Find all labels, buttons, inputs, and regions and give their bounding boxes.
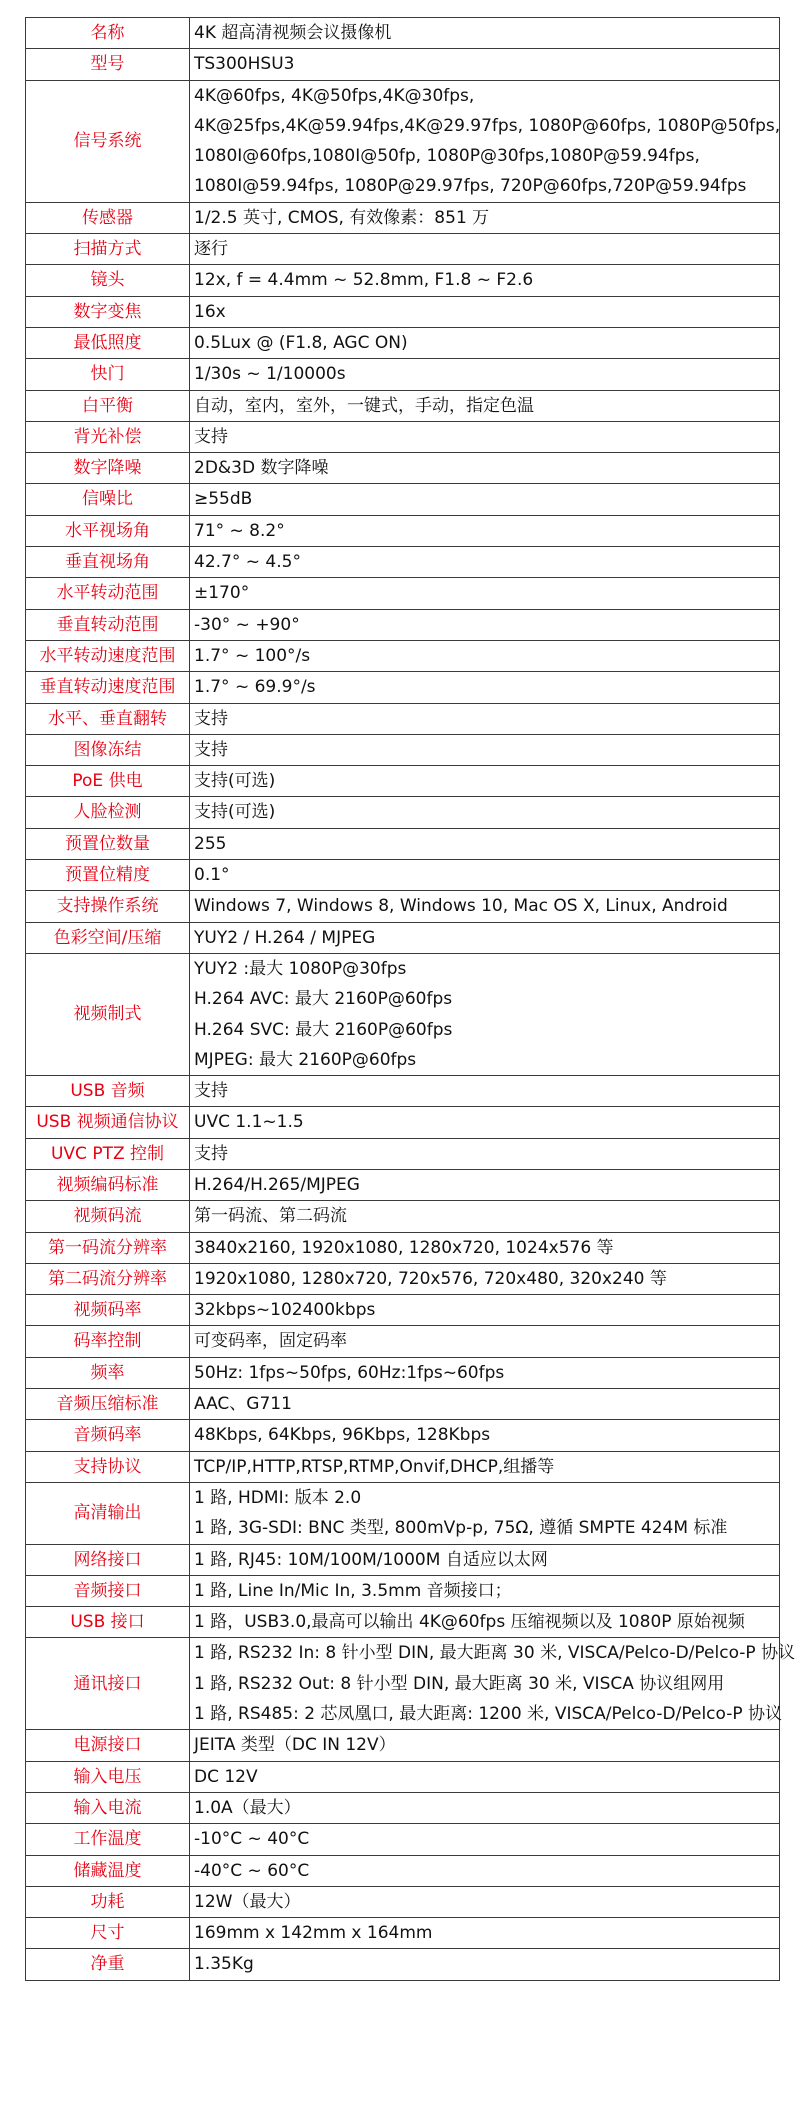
spec-value — [190, 484, 780, 515]
spec-row — [26, 515, 780, 546]
spec-key: 电源接口 — [26, 1730, 190, 1761]
spec-row — [26, 1326, 780, 1357]
spec-value-line: AAC、G711 — [194, 1394, 292, 1415]
spec-value-line: 1 路, RS232 Out: 8 针小型 DIN, 最大距离 30 米, VISCA 协议组网用 — [194, 1673, 725, 1694]
spec-value-line: 1 路, RS232 In: 8 针小型 DIN, 最大距离 30 米, VISCA/Pelco-D/Pelco-P 协议 — [194, 1643, 796, 1664]
spec-value-line: UVC 1.1~1.5 — [194, 1112, 304, 1133]
spec-value-line: 4K@60fps, 4K@50fps,4K@30fps, — [194, 85, 475, 106]
spec-value-line: 48Kbps, 64Kbps, 96Kbps, 128Kbps — [194, 1425, 491, 1446]
spec-row — [26, 1232, 780, 1263]
spec-key: 水平视场角 — [26, 515, 190, 546]
spec-value — [190, 453, 780, 484]
spec-value-line: 支持 — [194, 1143, 228, 1164]
spec-value — [190, 1357, 780, 1388]
spec-value — [190, 1482, 780, 1544]
spec-key: 通讯接口 — [26, 1638, 190, 1730]
spec-value — [190, 18, 780, 49]
spec-key: 第二码流分辨率 — [26, 1263, 190, 1294]
spec-value-line: 1 路, RS485: 2 芯凤凰口, 最大距离: 1200 米, VISCA/Pelco-D/Pelco-P 协议 — [194, 1704, 783, 1725]
spec-value-line: 支持(可选) — [194, 771, 276, 792]
spec-value — [190, 703, 780, 734]
spec-value-line: 支持 — [194, 739, 228, 760]
spec-value-line: 4K 超高清视频会议摄像机 — [194, 23, 392, 43]
spec-value-line: 3840x2160, 1920x1080, 1280x720, 1024x576 等 — [194, 1237, 614, 1258]
spec-value-line: 1.0A（最大） — [194, 1797, 301, 1818]
spec-value-line: TCP/IP,HTTP,RTSP,RTMP,Onvif,DHCP,组播等 — [194, 1456, 555, 1477]
spec-value-line: 12W（最大） — [194, 1891, 301, 1912]
spec-value-line: 169mm x 142mm x 164mm — [194, 1923, 433, 1944]
spec-value — [190, 421, 780, 452]
spec-value — [190, 80, 780, 202]
spec-key: 高清输出 — [26, 1482, 190, 1544]
spec-value — [190, 1855, 780, 1886]
spec-value — [190, 1263, 780, 1294]
spec-row — [26, 1761, 780, 1792]
spec-value-line: H.264 AVC: 最大 2160P@60fps — [194, 989, 453, 1010]
spec-key: 垂直转动范围 — [26, 609, 190, 640]
spec-row — [26, 1451, 780, 1482]
spec-row — [26, 1138, 780, 1169]
spec-key: 尺寸 — [26, 1918, 190, 1949]
spec-row — [26, 1389, 780, 1420]
spec-key: 频率 — [26, 1357, 190, 1388]
spec-value-line: 1 路, Line In/Mic In, 3.5mm 音频接口； — [194, 1580, 512, 1601]
spec-row — [26, 1730, 780, 1761]
spec-value — [190, 327, 780, 358]
spec-key: 名称 — [26, 18, 190, 49]
spec-value-line: 支持(可选) — [194, 802, 276, 823]
spec-value-line: YUY2 :最大 1080P@30fps — [194, 958, 407, 979]
spec-value-line: Windows 7, Windows 8, Windows 10, Mac OS X, Linux, Android — [194, 896, 728, 917]
spec-key: 视频码率 — [26, 1295, 190, 1326]
spec-key: 支持协议 — [26, 1451, 190, 1482]
spec-key: 工作温度 — [26, 1824, 190, 1855]
spec-row — [26, 1855, 780, 1886]
spec-value — [190, 1607, 780, 1638]
spec-key: 功耗 — [26, 1886, 190, 1917]
spec-row — [26, 1107, 780, 1138]
spec-value-line: 42.7° ~ 4.5° — [194, 552, 301, 573]
spec-key: 第一码流分辨率 — [26, 1232, 190, 1263]
spec-row — [26, 1918, 780, 1949]
spec-row — [26, 1169, 780, 1200]
spec-row — [26, 734, 780, 765]
spec-value-line: -30° ~ +90° — [194, 614, 300, 635]
spec-key: 码率控制 — [26, 1326, 190, 1357]
spec-value — [190, 1824, 780, 1855]
spec-key: 数字变焦 — [26, 296, 190, 327]
spec-value — [190, 1295, 780, 1326]
spec-row — [26, 891, 780, 922]
spec-value — [190, 1138, 780, 1169]
spec-row — [26, 1357, 780, 1388]
spec-value-line: 255 — [194, 833, 227, 854]
spec-value — [190, 1169, 780, 1200]
spec-row — [26, 265, 780, 296]
spec-value-line: 1 路，USB3.0,最高可以输出 4K@60fps 压缩视频以及 1080P 原始视频 — [194, 1612, 745, 1633]
spec-value-line: -40°C ~ 60°C — [194, 1860, 310, 1881]
spec-key: 网络接口 — [26, 1544, 190, 1575]
spec-row — [26, 766, 780, 797]
spec-value-line: 1 路, 3G-SDI: BNC 类型, 800mVp-p, 75Ω, 遵循 SMPTE 424M 标准 — [194, 1518, 728, 1539]
spec-key: 音频码率 — [26, 1420, 190, 1451]
spec-row — [26, 484, 780, 515]
spec-row — [26, 609, 780, 640]
spec-row — [26, 1792, 780, 1823]
spec-value-line: 16x — [194, 301, 226, 322]
spec-key: USB 音频 — [26, 1076, 190, 1107]
spec-row — [26, 1544, 780, 1575]
spec-row — [26, 1607, 780, 1638]
spec-key: 输入电压 — [26, 1761, 190, 1792]
spec-key: 镜头 — [26, 265, 190, 296]
spec-key: 信号系统 — [26, 80, 190, 202]
spec-row — [26, 1482, 780, 1544]
spec-row — [26, 1420, 780, 1451]
spec-row — [26, 1638, 780, 1730]
spec-row — [26, 1201, 780, 1232]
spec-key: 水平、垂直翻转 — [26, 703, 190, 734]
spec-key: 视频制式 — [26, 953, 190, 1075]
spec-value — [190, 1451, 780, 1482]
spec-value — [190, 1326, 780, 1357]
spec-value-line: 支持 — [194, 708, 228, 729]
spec-row — [26, 49, 780, 80]
spec-key: 水平转动速度范围 — [26, 640, 190, 671]
spec-value-line: ±170° — [194, 583, 250, 604]
spec-row — [26, 578, 780, 609]
spec-value — [190, 1761, 780, 1792]
spec-value-line: 1.35Kg — [194, 1954, 254, 1975]
spec-value-line: 可变码率，固定码率 — [194, 1331, 347, 1352]
spec-value-line: H.264 SVC: 最大 2160P@60fps — [194, 1019, 453, 1040]
spec-value — [190, 49, 780, 80]
spec-value-line: 1080I@59.94fps, 1080P@29.97fps, 720P@60fps,720P@59.94fps — [194, 176, 747, 197]
spec-key: 视频编码标准 — [26, 1169, 190, 1200]
spec-value — [190, 1792, 780, 1823]
spec-row — [26, 797, 780, 828]
spec-row — [26, 1949, 780, 1980]
spec-value — [190, 296, 780, 327]
spec-row — [26, 1295, 780, 1326]
spec-row — [26, 672, 780, 703]
spec-key: 数字降噪 — [26, 453, 190, 484]
spec-key: 预置位数量 — [26, 828, 190, 859]
spec-row — [26, 547, 780, 578]
spec-value — [190, 1232, 780, 1263]
spec-value — [190, 1918, 780, 1949]
spec-value — [190, 234, 780, 265]
spec-value — [190, 515, 780, 546]
spec-row — [26, 1886, 780, 1917]
spec-key: 型号 — [26, 49, 190, 80]
spec-row — [26, 860, 780, 891]
spec-value — [190, 359, 780, 390]
spec-value-line: 12x, f = 4.4mm ~ 52.8mm, F1.8 ~ F2.6 — [194, 270, 534, 291]
spec-key: USB 接口 — [26, 1607, 190, 1638]
spec-value — [190, 828, 780, 859]
spec-value — [190, 797, 780, 828]
spec-value-line: 4K@25fps,4K@59.94fps,4K@29.97fps, 1080P@60fps, 1080P@50fps, — [194, 115, 781, 136]
spec-value — [190, 609, 780, 640]
spec-value-line: H.264/H.265/MJPEG — [194, 1174, 360, 1195]
spec-key: 净重 — [26, 1949, 190, 1980]
spec-value-line: 0.5Lux @ (F1.8, AGC ON) — [194, 332, 408, 353]
spec-row — [26, 828, 780, 859]
spec-row — [26, 1824, 780, 1855]
spec-value-line: 1.7° ~ 100°/s — [194, 645, 311, 666]
spec-value-line: 1.7° ~ 69.9°/s — [194, 677, 316, 698]
spec-value-line: 自动，室内，室外，一键式，手动，指定色温 — [194, 395, 534, 416]
spec-table — [25, 17, 796, 1981]
spec-key: 垂直视场角 — [26, 547, 190, 578]
spec-value-line: 逐行 — [194, 239, 228, 260]
spec-value-line: 71° ~ 8.2° — [194, 520, 285, 541]
spec-value — [190, 1076, 780, 1107]
spec-key: 白平衡 — [26, 390, 190, 421]
spec-key: 人脸检测 — [26, 797, 190, 828]
spec-value — [190, 891, 780, 922]
spec-key: 音频压缩标准 — [26, 1389, 190, 1420]
spec-row — [26, 202, 780, 233]
spec-key: 信噪比 — [26, 484, 190, 515]
spec-key: 支持操作系统 — [26, 891, 190, 922]
spec-value-line: -10°C ~ 40°C — [194, 1829, 310, 1850]
spec-key: PoE 供电 — [26, 766, 190, 797]
spec-key: 输入电流 — [26, 1792, 190, 1823]
spec-row — [26, 390, 780, 421]
spec-row — [26, 80, 780, 202]
spec-value-line: JEITA 类型（DC IN 12V） — [194, 1735, 396, 1756]
spec-row — [26, 421, 780, 452]
spec-value-line: 1080I@60fps,1080I@50fp, 1080P@30fps,1080P@59.94fps, — [194, 146, 700, 167]
spec-value — [190, 1201, 780, 1232]
spec-value — [190, 202, 780, 233]
spec-row — [26, 18, 780, 49]
spec-value — [190, 1544, 780, 1575]
spec-value — [190, 640, 780, 671]
spec-value — [190, 672, 780, 703]
spec-key: 预置位精度 — [26, 860, 190, 891]
spec-row — [26, 1575, 780, 1606]
spec-row — [26, 922, 780, 953]
spec-value — [190, 953, 780, 1075]
spec-value — [190, 1730, 780, 1761]
spec-row — [26, 453, 780, 484]
spec-value — [190, 547, 780, 578]
spec-value — [190, 734, 780, 765]
spec-row — [26, 296, 780, 327]
spec-key: 水平转动范围 — [26, 578, 190, 609]
spec-value — [190, 766, 780, 797]
spec-value-line: 1 路, HDMI: 版本 2.0 — [194, 1487, 362, 1508]
spec-value-line: 支持 — [194, 426, 228, 447]
spec-key: 储藏温度 — [26, 1855, 190, 1886]
spec-key: 色彩空间/压缩 — [26, 922, 190, 953]
spec-value — [190, 922, 780, 953]
spec-value-line: ≥55dB — [194, 489, 253, 510]
spec-row — [26, 703, 780, 734]
spec-value — [190, 1886, 780, 1917]
spec-row — [26, 640, 780, 671]
spec-key: 音频接口 — [26, 1575, 190, 1606]
spec-value — [190, 1420, 780, 1451]
spec-key: 垂直转动速度范围 — [26, 672, 190, 703]
spec-key: UVC PTZ 控制 — [26, 1138, 190, 1169]
spec-key: 快门 — [26, 359, 190, 390]
spec-value-line: 第一码流、第二码流 — [194, 1206, 347, 1227]
spec-value-line: 50Hz: 1fps~50fps, 60Hz:1fps~60fps — [194, 1362, 505, 1383]
spec-row — [26, 327, 780, 358]
spec-row — [26, 1076, 780, 1107]
spec-value-line: TS300HSU3 — [194, 54, 295, 75]
spec-key: 图像冻结 — [26, 734, 190, 765]
spec-key: 最低照度 — [26, 327, 190, 358]
spec-value — [190, 860, 780, 891]
spec-value — [190, 1638, 796, 1730]
spec-row — [26, 953, 780, 1075]
spec-value — [190, 1389, 780, 1420]
spec-table-body — [26, 18, 796, 1981]
spec-value — [190, 1107, 780, 1138]
spec-value-line: 2D&3D 数字降噪 — [194, 458, 329, 479]
spec-value — [190, 1575, 780, 1606]
spec-value-line: 1920x1080, 1280x720, 720x576, 720x480, 320x240 等 — [194, 1268, 667, 1289]
spec-value — [190, 1949, 780, 1980]
spec-value-line: YUY2 / H.264 / MJPEG — [194, 927, 376, 948]
spec-value-line: MJPEG: 最大 2160P@60fps — [194, 1049, 417, 1070]
spec-key: USB 视频通信协议 — [26, 1107, 190, 1138]
spec-value-line: DC 12V — [194, 1766, 258, 1787]
spec-value — [190, 390, 780, 421]
spec-value-line: 1 路, RJ45: 10M/100M/1000M 自适应以太网 — [194, 1549, 548, 1570]
spec-value — [190, 578, 780, 609]
spec-key: 视频码流 — [26, 1201, 190, 1232]
spec-value-line: 1/2.5 英寸, CMOS, 有效像素：851 万 — [194, 207, 490, 228]
spec-value-line: 1/30s ~ 1/10000s — [194, 364, 346, 385]
spec-key: 背光补偿 — [26, 421, 190, 452]
spec-key: 传感器 — [26, 202, 190, 233]
spec-row — [26, 1263, 780, 1294]
spec-value-line: 支持 — [194, 1081, 228, 1102]
spec-key: 扫描方式 — [26, 234, 190, 265]
spec-value-line: 32kbps~102400kbps — [194, 1300, 376, 1321]
spec-row — [26, 359, 780, 390]
spec-value — [190, 265, 780, 296]
spec-row — [26, 234, 780, 265]
spec-value-line: 0.1° — [194, 865, 230, 886]
